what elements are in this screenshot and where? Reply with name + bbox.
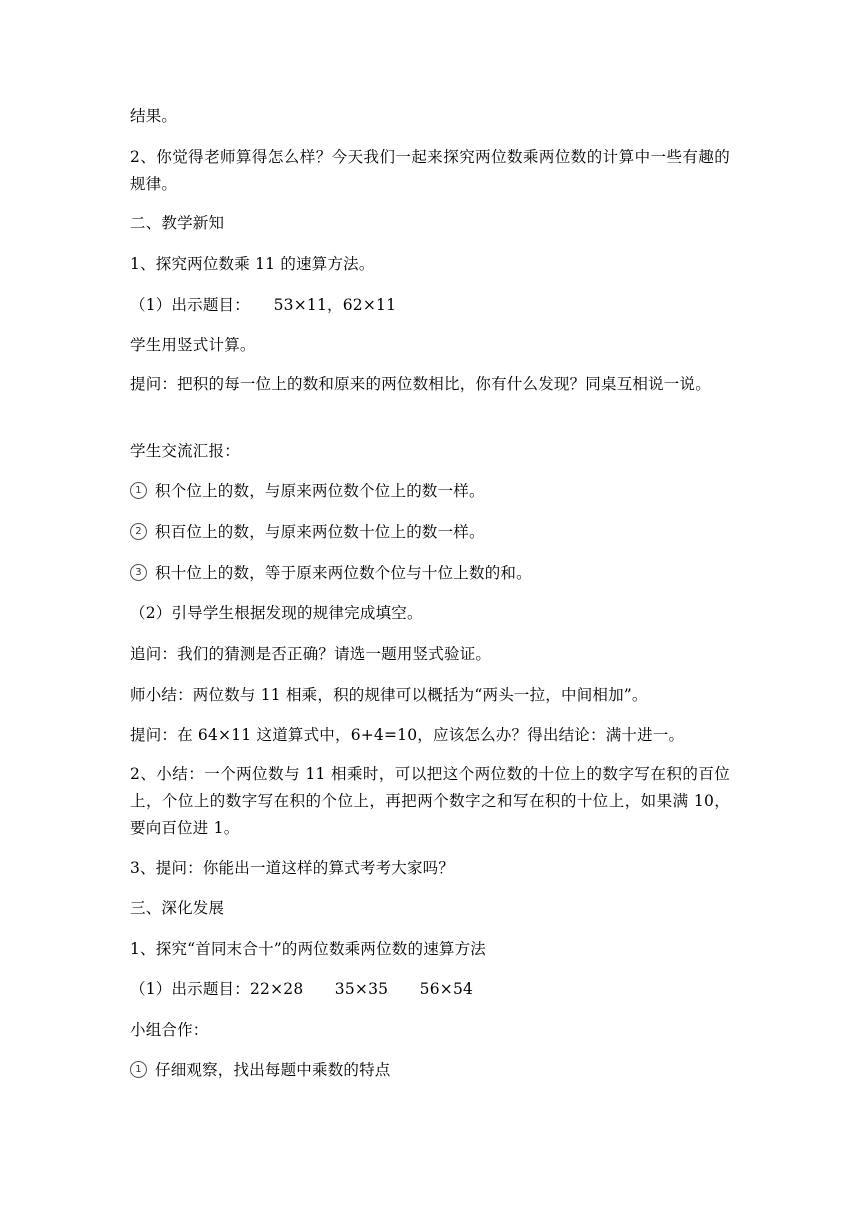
paragraph-text: 2、小结：一个两位数与 11 相乘时，可以把这个两位数的十位上的数字写在积的百位上，个位上的数字写在积的个位上，再把两个数字之和写在积的十位上，如果满 10，要向百位进 1。 — [130, 765, 730, 837]
section-heading-new-knowledge — [130, 212, 730, 234]
list-item-text: 积十位上的数，等于原来两位数个位与十位上数的和。 — [155, 564, 532, 582]
list-item — [130, 521, 730, 543]
paragraph-question-compare — [130, 371, 730, 398]
list-item-text: 积百位上的数，与原来两位数十位上的数一样。 — [155, 523, 485, 541]
paragraph-text: 提问：把积的每一位上的数和原来的两位数相比，你有什么发现？同桌互相说一说。 — [130, 375, 711, 393]
paragraph-text: 2、你觉得老师算得怎么样？今天我们一起来探究两位数乘两位数的计算中一些有趣的规律。 — [130, 148, 730, 193]
paragraph-text: 1、探究“首同末合十”的两位数乘两位数的速算方法 — [130, 940, 487, 958]
paragraph-text: 3、提问：你能出一道这样的算式考考大家吗？ — [130, 859, 455, 877]
paragraph-text: 学生用竖式计算。 — [130, 336, 256, 354]
paragraph-text: 提问：在 64×11 这道算式中，6+4=10，应该怎么办？得出结论：满十进一。 — [130, 726, 685, 744]
list-item-text: 仔细观察，找出每题中乘数的特点 — [155, 1061, 391, 1079]
paragraph-follow-up — [130, 643, 730, 665]
circled-number-icon: 3 — [130, 564, 147, 581]
paragraph-question-carry — [130, 724, 730, 746]
circled-number-icon: 1 — [130, 1061, 147, 1078]
circled-number-icon: 1 — [130, 482, 147, 499]
paragraph-text: （1）出示题目： 53×11，62×11 — [130, 296, 397, 314]
paragraph-text: 师小结：两位数与 11 相乘，积的规律可以概括为“两头一拉，中间相加”。 — [130, 686, 648, 704]
paragraph-text: 追问：我们的猜测是否正确？请选一题用竖式验证。 — [130, 645, 492, 663]
paragraph-text: 学生交流汇报： — [130, 442, 240, 460]
heading-text: 三、深化发展 — [130, 899, 225, 917]
paragraph-text: 结果。 — [130, 107, 178, 125]
paragraph-student-report — [130, 440, 730, 462]
paragraph-make-question — [130, 857, 730, 879]
paragraph-text: （2）引导学生根据发现的规律完成填空。 — [130, 604, 423, 622]
paragraph-summary — [130, 761, 730, 842]
paragraph-result — [130, 105, 730, 127]
paragraph-show-problems — [130, 294, 730, 316]
paragraph-fill-blanks — [130, 602, 730, 624]
paragraph-text: 1、探究两位数乘 11 的速算方法。 — [130, 255, 375, 273]
section-heading-deepen — [130, 897, 730, 919]
list-item — [130, 480, 730, 502]
list-item-text: 积个位上的数，与原来两位数个位上的数一样。 — [155, 482, 485, 500]
list-item — [130, 562, 730, 584]
paragraph-text: （1）出示题目：22×28 35×35 56×54 — [130, 980, 474, 998]
paragraph-explore-11 — [130, 253, 730, 275]
heading-text: 二、教学新知 — [130, 214, 225, 232]
paragraph-intro-question — [130, 144, 730, 198]
list-item — [130, 1059, 730, 1081]
paragraph-text: 小组合作： — [130, 1021, 209, 1039]
paragraph-vertical-calc — [130, 334, 730, 356]
paragraph-group-work — [130, 1019, 730, 1041]
paragraph-show-problems-2 — [130, 978, 730, 1000]
paragraph-explore-ten — [130, 938, 730, 960]
paragraph-teacher-summary — [130, 684, 730, 706]
circled-number-icon: 2 — [130, 523, 147, 540]
